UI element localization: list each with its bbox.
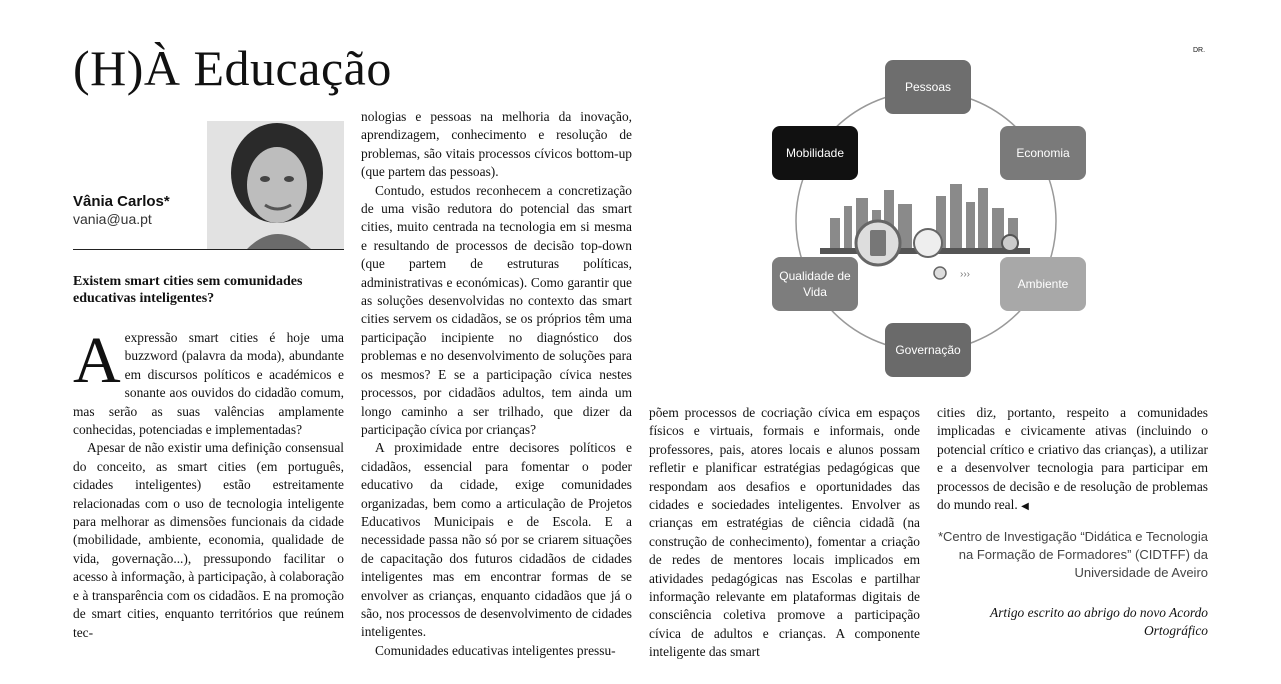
end-mark-icon: ◀ bbox=[1021, 501, 1029, 513]
node-label: Pessoas bbox=[904, 80, 952, 94]
paragraph: cities diz, portanto, respeito a comunidades implicadas e civicamente ativas (incluindo o potencial crítico e criativo das crianças), a utilizar e a desenvolver tecnologia para participar em processos de decisão e de resolução de problemas do mundo real. bbox=[937, 405, 1208, 513]
author-footnote: *Centro de Investigação “Didática e Tecnologia na Formação de Formadores” (CIDTFF) da Universidade de Aveiro bbox=[937, 529, 1208, 580]
node-label: Ambiente bbox=[1017, 277, 1069, 291]
node-label: Economia bbox=[1016, 146, 1070, 160]
paragraph: A proximidade entre decisores políticos e cidadãos, essencial para fomentar o poder educativo da cidade, exige comunidades organizadas, bem como a articulação de Projetos Educativos Municipais e de Escola. E a necessidade passa não só por se criarem situações de capacitação dos futuros cidadãos de cidades inteligentes mas em encontrar formas de se envolver as crianças, enquanto cidadãos que já o são, nos processos de desenvolvimento de cidades inteligentes. bbox=[361, 440, 632, 640]
paragraph: nologias e pessoas na melhoria da inovação, aprendizagem, conhecimento e resolução de problemas, são vitais processos cívicos bottom-up (que partem das pessoas). bbox=[361, 109, 632, 180]
node-ambiente bbox=[1000, 257, 1086, 311]
node-mobilidade bbox=[772, 126, 858, 180]
article-column-1 bbox=[73, 324, 344, 642]
svg-text:›››: ››› bbox=[960, 269, 970, 280]
page-title: (H)À Educação bbox=[73, 40, 392, 96]
author-email: vania@ua.pt bbox=[73, 211, 152, 227]
paragraph: põem processos de cocriação cívica em espaços físicos e virtuais, formais e informais, onde professores, pais, atores locais e alunos possam refletir e planificar estratégias pedagógicas que respondam aos desafios e oportunidades das cidades e sociedades inteligentes. Envolver as crianças em estratégias de ciência cidadã (na construção de conhecimento), fomentar a criação de redes de mentores locais implicados em atividades pedagógicas nas Escolas e partilhar informação relevante em plataformas digitais de consciência coletiva promove a participação cívica de adultos e crianças. A componente inteligente das smart bbox=[649, 405, 920, 660]
signoff-note: Artigo escrito ao abrigo do novo Acordo Ortográfico bbox=[990, 605, 1208, 638]
node-label: Mobilidade bbox=[785, 146, 845, 160]
paragraph: Contudo, estudos reconhecem a concretização de uma visão redutora do potencial das smart cities, muito centrada na tecnologia em si mesma e resultando de processos de decisão top-down (que partem de estruturas políticas, administrativas e económicas). Como garantir que as soluções desenvolvidas no contexto das smart cities servem os cidadãos, se os próprios têm uma participação incipiente no diagnóstico dos problemas e no desenvolvimento de soluções para os mesmos? E se a participação cívica nestes processos, por cidadãos adultos, tem ainda um longo caminho a ser trilhado, que dizer da participação cívica por crianças? bbox=[361, 182, 632, 437]
paragraph: Comunidades educativas inteligentes pressu- bbox=[375, 642, 616, 658]
photo-credit: DR. bbox=[1193, 47, 1206, 54]
author-name: Vânia Carlos* bbox=[73, 193, 170, 210]
drop-cap: A bbox=[73, 324, 121, 397]
node-qualidade-de-vida bbox=[772, 257, 858, 311]
node-pessoas bbox=[885, 60, 971, 114]
paragraph: expressão smart cities é hoje uma buzzword (palavra da moda), abundante em discursos políticos e académicos e sonante aos ouvidos do cidadão comum, mas serão as suas valências amplamente conhecidas, potenciadas e implementadas? bbox=[73, 330, 344, 438]
node-economia bbox=[1000, 126, 1086, 180]
author-box bbox=[73, 121, 344, 250]
author-photo bbox=[207, 121, 344, 249]
article-column-4 bbox=[937, 404, 1208, 516]
node-label: Qualidade de Vida bbox=[779, 269, 851, 299]
lead-question: Existem smart cities sem comunidades educativas inteligentes? bbox=[73, 274, 303, 306]
node-governacao bbox=[885, 323, 971, 377]
article-column-3 bbox=[649, 404, 920, 662]
node-label: Governação bbox=[895, 343, 961, 357]
paragraph: Apesar de não existir uma definição consensual do conceito, as smart cities (em português, cidades inteligentes) estão estreitamente relacionadas com o uso de tecnologia inteligente para melhorar as dimensões funcionais da cidade (mobilidade, ambiente, economia, qualidade de vida, governação...), pressupondo facilitar o acesso à informação, à participação, à colaboração e à transparência com os cidadãos. E na promoção de smart cities, enquanto territórios que reúnem tec- bbox=[73, 440, 344, 640]
smart-city-diagram bbox=[760, 58, 1090, 382]
article-column-2 bbox=[361, 108, 632, 660]
